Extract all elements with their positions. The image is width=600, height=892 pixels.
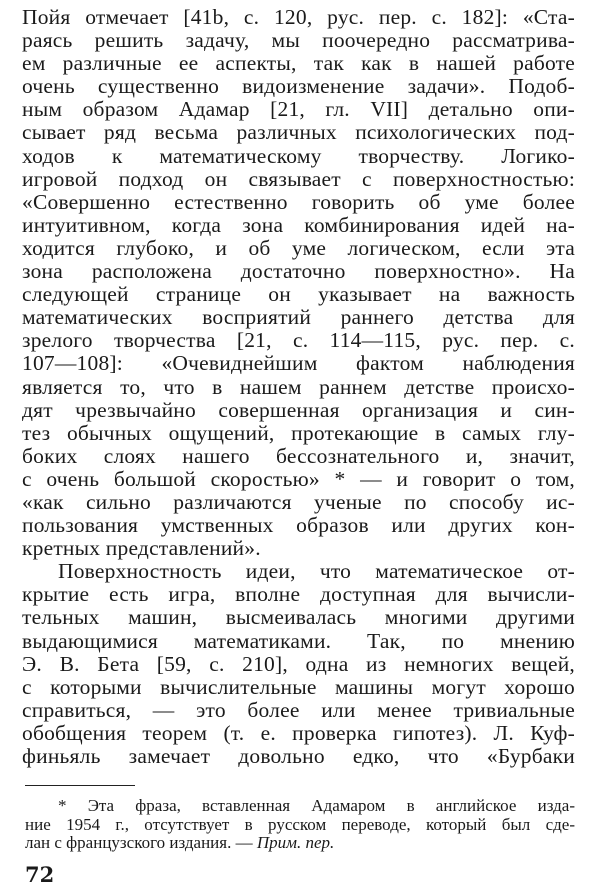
text-line: «как сильно различаются ученые по способу ис- [22,489,575,514]
text-line: обобщения теорем (т. е. проверка гипотез). Л. Куф- [22,720,575,745]
text-line: кретных представлений». [22,536,261,561]
text-line: с которыми вычислительные машины могут хорошо [22,674,575,699]
text-line: дят чрезвычайно совершенная организация и син- [22,397,575,422]
text-line: Э. В. Бета [59, с. 210], одна из немногих вещей, [22,651,575,676]
page-number: 72 [25,862,55,887]
text-line: интуитивном, когда зона комбинирования идей на- [22,212,575,237]
paragraph-1 [22,6,575,560]
text-line: справиться, — это более или менее тривиальные [22,697,575,722]
translator-note-label: Прим. пер. [256,833,335,852]
text-line: зона расположена достаточно поверхностно». На [22,259,575,284]
text-line: ем различные ее аспекты, так как в нашей работе [22,51,575,76]
footnote-separator [25,785,135,786]
text-line: игровой подход он связывает с поверхностностью: [22,166,575,191]
footnote-line: * Эта фраза, вставленная Адамаром в английское изда- [58,796,575,815]
text-line: следующей странице он указывает на важность [22,282,575,307]
text-line: пользования умственных образов или других кон- [22,513,575,538]
paragraph-2 [22,560,575,768]
text-line: финьяль замечает довольно едко, что «Бурбаки [22,744,575,768]
footnote-line: ние 1954 г., отсутствует в русском переводе, который был сде- [25,814,575,834]
text-line: 107—108]: «Очевиднейшим фактом наблюдения [22,351,575,376]
text-line: боких слоях нашего бессознательного и, значит, [22,443,575,468]
text-line: Поверхностность идеи, что математическое от- [58,559,575,584]
footnote-text: лан с французского издания. — [25,833,253,852]
text-line: является то, что в нашем раннем детстве происхо- [22,374,575,399]
text-line: ходится глубоко, и об уме логическом, если эта [22,235,575,260]
text-line: выдающимися математиками. Так, по мнению [22,628,575,653]
text-line: математических восприятий раннего детства для [22,305,575,330]
text-line: тельных машин, высмеивалась многими другими [22,605,575,630]
text-line: очень существенно видоизменение задачи». Подоб- [22,74,575,99]
text-line: Пойя отмечает [41b, с. 120, рус. пер. с. 182]: «Ста- [22,5,575,29]
footnote [25,797,575,853]
text-line-footnote-ref: с очень большой скоростью» * — и говорит о том, [22,466,575,491]
text-line: сывает ряд весьма различных психологических под- [22,120,575,145]
text-line: зрелого творчества [21, с. 114—115, рус. пер. с. [22,328,575,353]
text-line: крытие есть игра, вполне доступная для вычисли- [22,582,575,607]
footnote-line [25,834,575,853]
main-text [22,6,575,768]
text-line: ходов к математическому творчеству. Логико- [22,143,575,168]
text-line: тез обычных ощущений, протекающие в самых глу- [22,420,575,445]
text-line: ным образом Адамар [21, гл. VII] детально опи- [22,97,575,122]
text-line: «Совершенно естественно говорить об уме более [22,189,575,214]
text-line: раясь решить задачу, мы поочередно рассматрива- [22,28,575,53]
